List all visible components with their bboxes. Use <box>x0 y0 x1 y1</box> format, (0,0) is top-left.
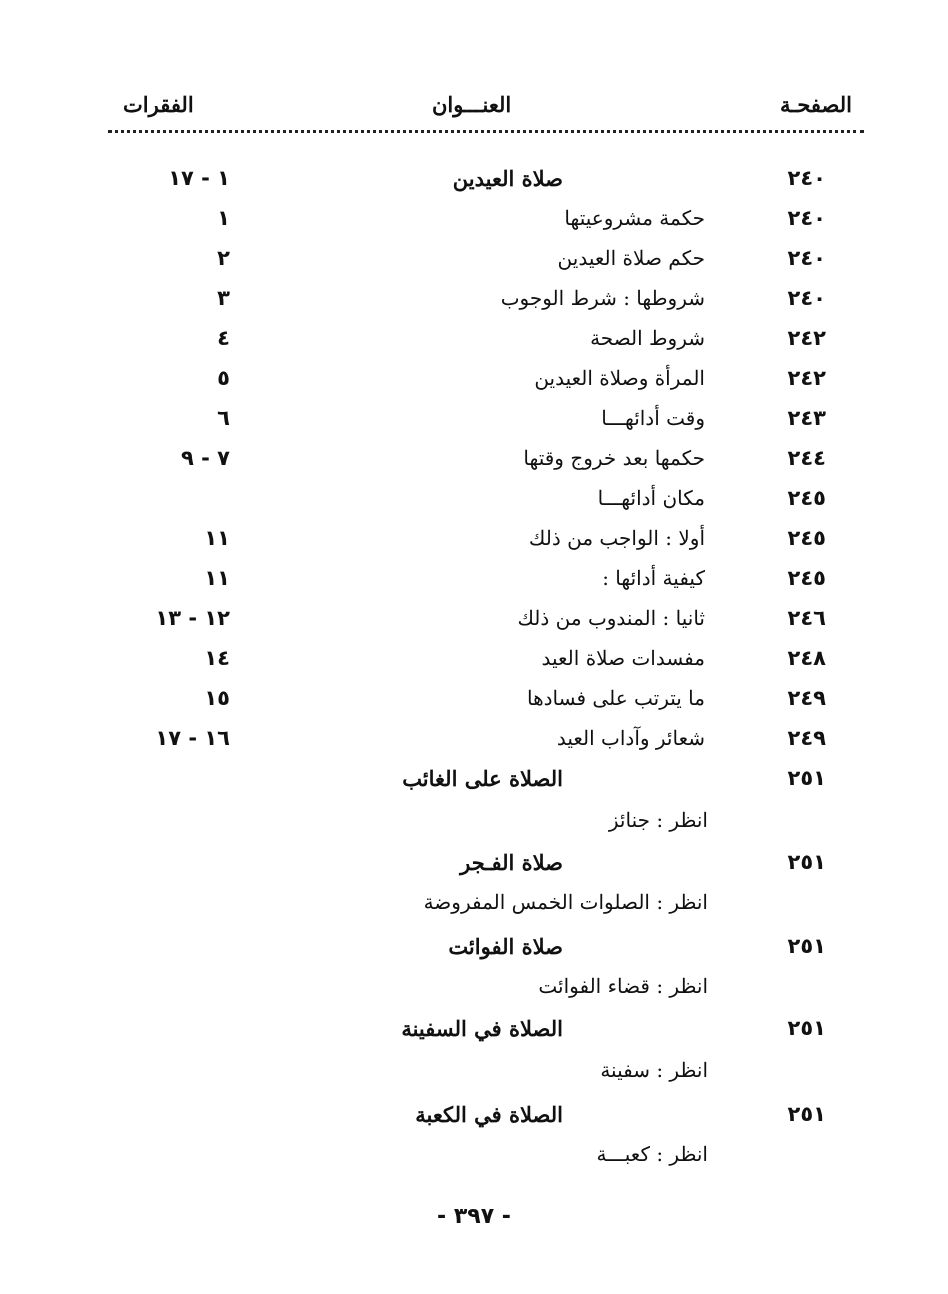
header-page-column: الصفحـة <box>779 92 852 117</box>
index-row <box>0 366 948 402</box>
page-number: ٢٤٨ <box>787 646 826 670</box>
entry-title: صلاة العيدين <box>452 166 563 191</box>
index-row <box>0 446 948 482</box>
page-number: ٢٤٦ <box>787 606 826 630</box>
index-row <box>0 246 948 282</box>
paragraph-range: ١٥ <box>204 686 230 710</box>
entry-title: أولا : الواجب من ذلك <box>528 526 705 550</box>
index-row <box>0 486 948 522</box>
page-number: ٢٥١ <box>787 1102 826 1126</box>
page-number: ٢٤٢ <box>787 366 826 390</box>
page-number: ٢٤٠ <box>787 166 826 190</box>
index-row <box>0 326 948 362</box>
paragraph-range: ١١ <box>204 566 230 590</box>
page-number: ٢٤٠ <box>787 206 826 230</box>
entry-title: الصلاة على الغائب <box>402 766 563 791</box>
entry-title: شروطها : شرط الوجوب <box>500 286 705 310</box>
paragraph-range: ١٦ - ١٧ <box>155 726 230 750</box>
entry-title: كيفية أدائها : <box>602 566 705 590</box>
page-number: ٢٤٥ <box>787 486 826 510</box>
page-number: ٢٤٣ <box>787 406 826 430</box>
entry-title: المرأة وصلاة العيدين <box>534 366 705 390</box>
paragraph-range: ١ - ١٧ <box>168 166 230 190</box>
paragraph-range: ٣ <box>217 286 230 310</box>
index-row <box>0 726 948 762</box>
index-row <box>0 686 948 722</box>
page-number: ٢٥١ <box>787 850 826 874</box>
index-row <box>0 974 948 1010</box>
entry-title: حكمة مشروعيتها <box>564 206 705 230</box>
page-number: ٢٤٥ <box>787 566 826 590</box>
page-number: ٢٤٩ <box>787 726 826 750</box>
paragraph-range: ٤ <box>217 326 230 350</box>
paragraph-range: ٦ <box>217 406 230 430</box>
entry-title: الصلاة في السفينة <box>401 1016 563 1041</box>
see-also-reference: انظر : كعبـــة <box>596 1142 708 1166</box>
entry-title: الصلاة في الكعبة <box>415 1102 563 1127</box>
index-row <box>0 286 948 322</box>
page-number: ٢٤٠ <box>787 286 826 310</box>
entry-title: صلاة الفوائت <box>448 934 563 959</box>
index-row <box>0 766 948 802</box>
index-row <box>0 166 948 202</box>
index-row <box>0 406 948 442</box>
page-number: ٢٤٠ <box>787 246 826 270</box>
index-row <box>0 1058 948 1094</box>
entry-title: وقت أدائهـــا <box>601 406 705 430</box>
paragraph-range: ١ <box>217 206 230 230</box>
paragraph-range: ٧ - ٩ <box>181 446 230 470</box>
index-row <box>0 566 948 602</box>
page-number: ٢٤٩ <box>787 686 826 710</box>
paragraph-range: ١٢ - ١٣ <box>155 606 230 630</box>
page-number: ٢٥١ <box>787 1016 826 1040</box>
header-divider <box>108 130 864 133</box>
paragraph-range: ٥ <box>217 366 230 390</box>
entry-title: شعائر وآداب العيد <box>556 726 705 750</box>
index-row <box>0 606 948 642</box>
entry-title: شروط الصحة <box>590 326 705 350</box>
index-row <box>0 850 948 886</box>
entry-title: مكان أدائهـــا <box>597 486 705 510</box>
paragraph-range: ١٤ <box>204 646 230 670</box>
entry-title: صلاة الفـجر <box>460 850 563 875</box>
entry-title: ما يترتب على فسادها <box>527 686 705 710</box>
entry-title: ثانيا : المندوب من ذلك <box>517 606 705 630</box>
see-also-reference: انظر : جنائز <box>608 808 708 832</box>
index-row <box>0 808 948 844</box>
index-row <box>0 646 948 682</box>
see-also-reference: انظر : الصلوات الخمس المفروضة <box>423 890 708 914</box>
see-also-reference: انظر : سفينة <box>600 1058 708 1082</box>
header-title-column: العنـــوان <box>432 92 512 117</box>
page-number: ٢٤٥ <box>787 526 826 550</box>
page-footer-number: - ٣٩٧ - <box>437 1204 511 1229</box>
see-also-reference: انظر : قضاء الفوائت <box>538 974 708 998</box>
index-row <box>0 206 948 242</box>
index-row <box>0 526 948 562</box>
page-number: ٢٥١ <box>787 934 826 958</box>
page-number: ٢٤٤ <box>787 446 826 470</box>
index-row <box>0 1016 948 1052</box>
paragraph-range: ٢ <box>217 246 230 270</box>
index-row <box>0 1102 948 1138</box>
entry-title: حكم صلاة العيدين <box>557 246 705 270</box>
page-number: ٢٥١ <box>787 766 826 790</box>
entry-title: حكمها بعد خروج وقتها <box>523 446 705 470</box>
index-row <box>0 890 948 926</box>
index-row <box>0 1142 948 1178</box>
page-number: ٢٤٢ <box>787 326 826 350</box>
header-paragraphs-column: الفقرات <box>123 92 194 117</box>
entry-title: مفسدات صلاة العيد <box>541 646 705 670</box>
index-row <box>0 934 948 970</box>
paragraph-range: ١١ <box>204 526 230 550</box>
